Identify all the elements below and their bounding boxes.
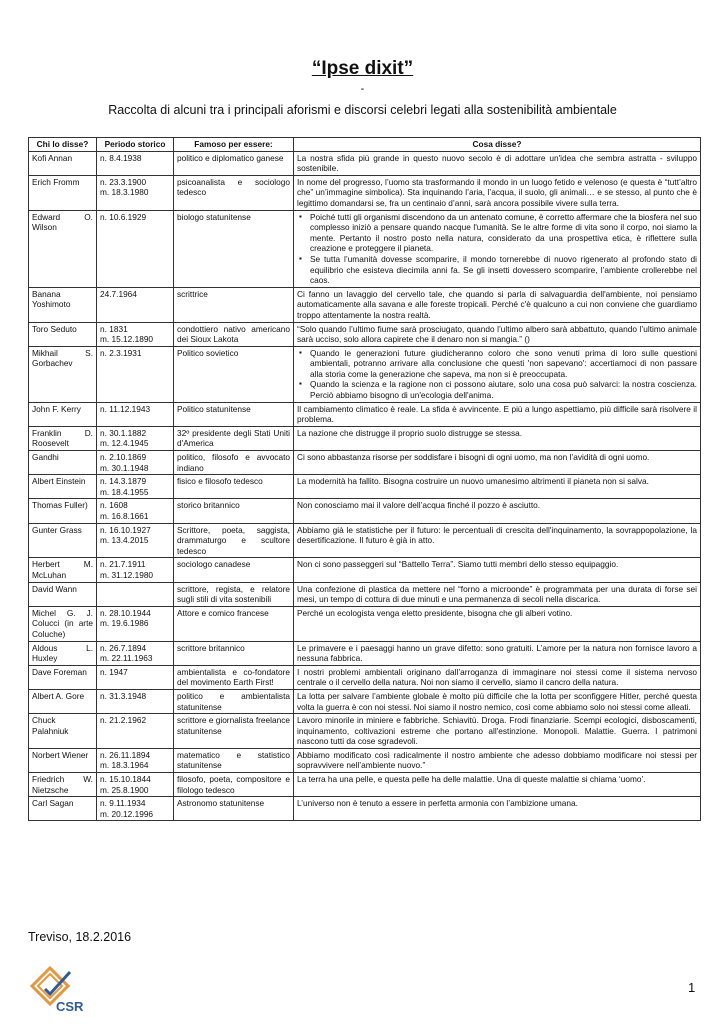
cell-who: Norbert Wiener	[29, 748, 97, 772]
cell-period: n. 1608 m. 16.8.1661	[97, 499, 174, 523]
cell-famous: filosofo, poeta, compositore e filologo tedesco	[174, 773, 294, 797]
cell-famous: politico e ambientalista statunitense	[174, 689, 294, 713]
cell-period: n. 8.4.1938	[97, 151, 174, 175]
cell-period: n. 1831 m. 15.12.1890	[97, 322, 174, 346]
cell-who: Gandhi	[29, 451, 97, 475]
cell-famous: Astronomo statunitense	[174, 797, 294, 821]
table-row	[29, 175, 701, 210]
cell-famous: sociologo canadese	[174, 558, 294, 582]
cell-quote	[294, 346, 701, 402]
cell-period: n. 1947	[97, 665, 174, 689]
cell-who: Toro Seduto	[29, 322, 97, 346]
cell-who: Gunter Grass	[29, 523, 97, 558]
cell-famous: matematico e statistico statunitense	[174, 748, 294, 772]
cell-period: n. 28.10.1944 m. 19.6.1986	[97, 606, 174, 641]
page-number: 1	[688, 980, 696, 995]
cell-who: Mikhail S. Gorbachev	[29, 346, 97, 402]
table-row	[29, 499, 701, 523]
quote-list-item: ▪ Se tutta l’umanità dovesse scomparire, il mondo tornerebbe di nuovo rigenerato al profondo stato di equilibrio che esisteva diecimila anni fa. Se gli insetti dovessero scomparire, l’ambiente crollerebbe nel caos.	[310, 254, 697, 286]
cell-famous: Scrittore, poeta, saggista, drammaturgo e scultore tedesco	[174, 523, 294, 558]
table-row	[29, 714, 701, 749]
table-row	[29, 665, 701, 689]
cell-famous: Politico sovietico	[174, 346, 294, 402]
quote-list-item: ▪ Quando le generazioni future giudicheranno coloro che sono venuti prima di loro sulle questioni ambientali, potranno arrivare alla conclusione che questi 'non sapevano': accertiamoci di non passare alla storia come la generazione che sapeva, ma non si è preoccupata.	[310, 348, 697, 380]
cell-quote: Non ci sono passeggeri sul “Battello Terra”. Siamo tutti membri dello stesso equipaggio.	[294, 558, 701, 582]
header-said: Cosa disse?	[294, 138, 701, 152]
cell-quote: La terra ha una pelle, e questa pelle ha delle malattie. Una di queste malattie si chiama ‘uomo’.	[294, 773, 701, 797]
table-row	[29, 322, 701, 346]
cell-famous: scrittore, regista, e relatore sugli stili di vita sostenibili	[174, 582, 294, 606]
cell-period: n. 26.7.1894 m. 22.11.1963	[97, 641, 174, 665]
logo-text: CSR	[56, 999, 84, 1014]
cell-famous: fisico e filosofo tedesco	[174, 475, 294, 499]
cell-who: Edward O. Wilson	[29, 210, 97, 287]
cell-who: Michel G. J. Colucci (in arte Coluche)	[29, 606, 97, 641]
table-row	[29, 287, 701, 322]
cell-quote: Una confezione di plastica da mettere nel “forno a microonde” è programmata per una durata di forse sei mesi, un tempo di cottura di due minuti e una permanenza di secoli nella discarica.	[294, 582, 701, 606]
cell-period: n. 2.10.1869 m. 30.1.1948	[97, 451, 174, 475]
table-row	[29, 689, 701, 713]
cell-period: n. 10.6.1929	[97, 210, 174, 287]
cell-quote: In nome del progresso, l’uomo sta trasformando il mondo in un luogo fetido e velenoso (e questa è “tutt’altro che” un’immagine simbolica). Sta inquinando l’aria, l’acqua, il suolo, gli animali… e se stesso, al punto che è legittimo domandarsi se, fra un centinaio d’anni, sarà ancora possibile vivere sulla terra.	[294, 175, 701, 210]
cell-period: n. 11.12.1943	[97, 402, 174, 426]
quote-list	[297, 212, 697, 286]
table-row	[29, 451, 701, 475]
document-subtitle: Raccolta di alcuni tra i principali aforismi e discorsi celebri legati alla sostenibilità ambientale	[108, 103, 617, 117]
quote-list	[297, 348, 697, 401]
cell-period: n. 31.3.1948	[97, 689, 174, 713]
csr-logo	[26, 962, 90, 1014]
cell-period: n. 23.3.1900 m. 18.3.1980	[97, 175, 174, 210]
cell-period: n. 30.1.1882 m. 12.4.1945	[97, 426, 174, 450]
cell-who: Chuck Palahniuk	[29, 714, 97, 749]
cell-famous: biologo statunitense	[174, 210, 294, 287]
cell-who: Franklin D. Roosevelt	[29, 426, 97, 450]
cell-who: Albert A. Gore	[29, 689, 97, 713]
quote-list-item: ▪ Quando la scienza e la ragione non ci possono aiutare, solo una cosa può salvarci: la nostra coscienza. Perciò abbiamo bisogno di un'ecologia dell'anima.	[310, 379, 697, 400]
table-row	[29, 773, 701, 797]
table-row	[29, 558, 701, 582]
table-row	[29, 582, 701, 606]
cell-quote: La nazione che distrugge il proprio suolo distrugge se stessa.	[294, 426, 701, 450]
cell-quote: Ci fanno un lavaggio del cervello tale, che quando si parla di salvaguardia dell'ambiente, noi pensiamo automaticamente alla savana e alle foreste tropicali. Perché c'è qualcuno a cui non conviene che guardiamo troppo attentamente la nostra realtà.	[294, 287, 701, 322]
table-row	[29, 641, 701, 665]
cell-quote: La nostra sfida più grande in questo nuovo secolo è di adottare un'idea che sembra astratta - sviluppo sostenibile.	[294, 151, 701, 175]
cell-who: Aldous L. Huxley	[29, 641, 97, 665]
cell-period	[97, 582, 174, 606]
cell-quote: La modernità ha fallito. Bisogna costruire un nuovo umanesimo altrimenti il pianeta non si salva.	[294, 475, 701, 499]
cell-period: n. 2.3.1931	[97, 346, 174, 402]
cell-period: n. 26.11.1894 m. 18.3.1964	[97, 748, 174, 772]
header-period: Periodo storico	[97, 138, 174, 152]
cell-who: Albert Einstein	[29, 475, 97, 499]
cell-who: Kofi Annan	[29, 151, 97, 175]
cell-quote: Lavoro minorile in miniere e fabbriche. Schiavitù. Droga. Frodi finanziarie. Scempi ecologici, disboscamenti, inquinamento, coltivazioni estreme che portano all'estinzione. Monopoli. Malattie. Guerra. I patrimoni nascono tutti da cose sgradevoli.	[294, 714, 701, 749]
cell-famous: scrittore e giornalista freelance statunitense	[174, 714, 294, 749]
table-row	[29, 346, 701, 402]
cell-who: Carl Sagan	[29, 797, 97, 821]
cell-famous: scrittore britannico	[174, 641, 294, 665]
cell-who: Herbert M. McLuhan	[29, 558, 97, 582]
table-row	[29, 151, 701, 175]
table-row	[29, 797, 701, 821]
cell-period: n. 9.11.1934 m. 20.12.1996	[97, 797, 174, 821]
cell-quote: Le primavere e i paesaggi hanno un grave difetto: sono gratuiti. L’amore per la natura non fornisce lavoro a nessuna fabbrica.	[294, 641, 701, 665]
quotes-table	[28, 137, 701, 821]
table-row	[29, 426, 701, 450]
table-row	[29, 748, 701, 772]
cell-quote	[294, 210, 701, 287]
table-header-row	[29, 138, 701, 152]
cell-who: Erich Fromm	[29, 175, 97, 210]
cell-famous: politico, filosofo e avvocato indiano	[174, 451, 294, 475]
table-row	[29, 402, 701, 426]
cell-famous: ambientalista e co-fondatore del movimento Earth First!	[174, 665, 294, 689]
cell-quote: I nostri problemi ambientali originano dall’arroganza di immaginare noi stessi come il sistema nervoso centrale o il cervello della natura. Noi non siamo il cervello, siamo il cancro della natura.	[294, 665, 701, 689]
cell-quote: Ci sono abbastanza risorse per soddisfare i bisogni di ogni uomo, ma non l’avidità di ogni uomo.	[294, 451, 701, 475]
table-row	[29, 523, 701, 558]
table-body	[29, 151, 701, 821]
title-separator: -	[360, 83, 365, 95]
cell-famous: Attore e comico francese	[174, 606, 294, 641]
table-row	[29, 606, 701, 641]
cell-period: n. 21.2.1962	[97, 714, 174, 749]
cell-quote: L’universo non è tenuto a essere in perfetta armonia con l’ambizione umana.	[294, 797, 701, 821]
cell-period: n. 15.10.1844 m. 25.8.1900	[97, 773, 174, 797]
header-who: Chi lo disse?	[29, 138, 97, 152]
footer-date: Treviso, 18.2.2016	[28, 930, 132, 944]
document-title: “Ipse dixit”	[311, 58, 414, 79]
cell-quote: “Solo quando l’ultimo fiume sarà prosciugato, quando l’ultimo albero sarà abbattuto, quando l’ultimo animale sarà ucciso, solo allora capirete che il denaro non si mangia.” ()	[294, 322, 701, 346]
cell-period: 24.7.1964	[97, 287, 174, 322]
cell-famous: Politico statunitense	[174, 402, 294, 426]
cell-quote: La lotta per salvare l’ambiente globale è molto più difficile che la lotta per sconfiggere Hitler, perché questa volta la guerra è con noi stessi. Noi siamo il nostro nemico, così come abbiamo solo noi stessi come alleati.	[294, 689, 701, 713]
cell-quote: Perché un ecologista venga eletto presidente, bisogna che gli alberi votino.	[294, 606, 701, 641]
cell-period: n. 14.3.1879 m. 18.4.1955	[97, 475, 174, 499]
header-famous: Famoso per essere:	[174, 138, 294, 152]
cell-famous: storico britannico	[174, 499, 294, 523]
cell-who: Thomas Fuller)	[29, 499, 97, 523]
cell-who: Dave Foreman	[29, 665, 97, 689]
cell-famous: psicoanalista e sociologo tedesco	[174, 175, 294, 210]
cell-period: n. 21.7.1911 m. 31.12.1980	[97, 558, 174, 582]
cell-quote: Il cambiamento climatico è reale. La sfida è avvincente. E più a lungo aspettiamo, più difficile sarà risolvere il problema.	[294, 402, 701, 426]
quote-list-item: ▪ Poiché tutti gli organismi discendono da un antenato comune, è corretto affermare che la biosfera nel suo complesso iniziò a pensare quando nacque l'umanità. Se le altre forme di vita sono il corpo, noi siamo la mente. Pertanto il nostro posto nella natura, considerato da una prospettiva etica, è riflettere sulla creazione e proteggere il pianeta.	[310, 212, 697, 254]
table-row	[29, 210, 701, 287]
cell-who: Banana Yoshimoto	[29, 287, 97, 322]
cell-famous: condottiero nativo americano dei Sioux Lakota	[174, 322, 294, 346]
cell-famous: 32º presidente degli Stati Uniti d'America	[174, 426, 294, 450]
cell-quote: Non conosciamo mai il valore dell’acqua finché il pozzo è asciutto.	[294, 499, 701, 523]
cell-quote: Abbiamo modificato così radicalmente il nostro ambiente che adesso dobbiamo modificare noi stessi per sopravvivere nell’ambiente nuovo.”	[294, 748, 701, 772]
cell-famous: scrittrice	[174, 287, 294, 322]
cell-period: n. 16.10.1927 m. 13.4.2015	[97, 523, 174, 558]
cell-famous: politico e diplomatico ganese	[174, 151, 294, 175]
table-row	[29, 475, 701, 499]
cell-who: John F. Kerry	[29, 402, 97, 426]
cell-who: Friedrich W. Nietzsche	[29, 773, 97, 797]
cell-quote: Abbiamo già le statistiche per il futuro: le percentuali di crescita dell'inquinamento, la sovrappopolazione, la desertificazione. Il futuro è già in atto.	[294, 523, 701, 558]
cell-who: David Wann	[29, 582, 97, 606]
